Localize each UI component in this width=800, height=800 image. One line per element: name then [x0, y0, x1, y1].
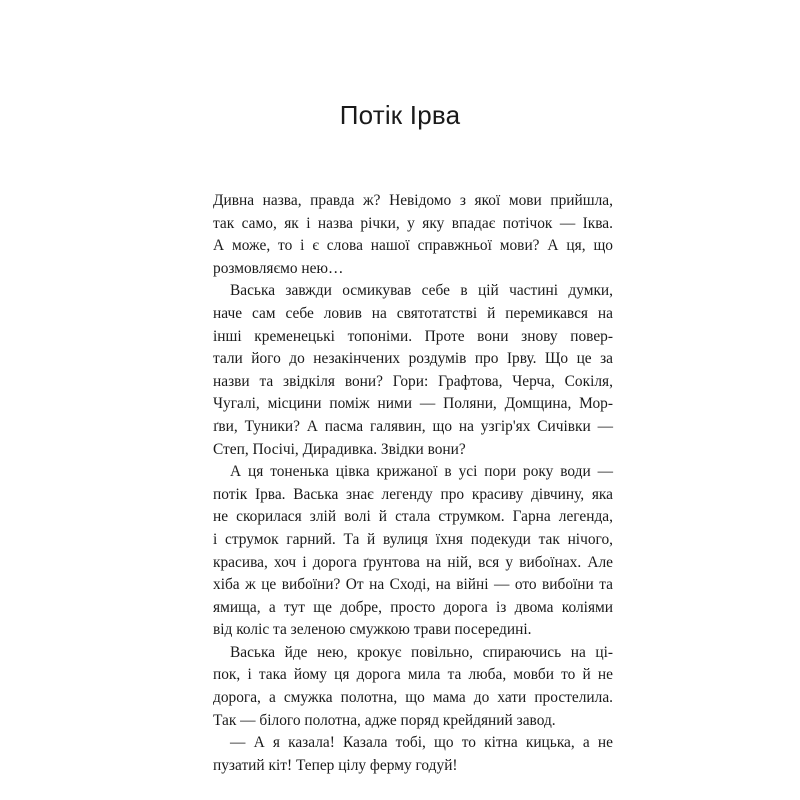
text-line: назви та звідкіля вони? Гори: Графтова, Черча, Сокіля, — [213, 372, 613, 390]
text-line: А ця тоненька цівка крижаної в усі пори року води — — [230, 463, 613, 481]
text-line: розмовляємо нею… — [213, 259, 344, 277]
text-line: Чугалі, місцини поміж ними — Поляни, Домщина, Мор- — [213, 395, 613, 413]
text-line: красива, хоч і дорога ґрунтова на ній, вся у вибоїнах. Але — [213, 553, 613, 571]
text-line: наче сам себе ловив на святотатстві й перемикався на — [213, 304, 613, 322]
chapter-title: Потік Ірва — [339, 100, 461, 130]
text-line: Так — білого полотна, адже поряд крейдяний завод. — [213, 711, 556, 729]
text-line: А може, то і є слова нашої справжньої мови? А ця, що — [213, 237, 613, 255]
text-line: не скорилася злій волі й стала струмком. Гарна легенда, — [213, 508, 613, 526]
text-line: потік Ірва. Васька знає легенду про красиву дівчину, яка — [213, 485, 613, 503]
text-line: ґви, Туники? А пасма галявин, що на узгір'ях Сичівки — — [213, 417, 613, 435]
text-line: пок, і така йому ця дорога мила та люба, мовби то й не — [213, 666, 613, 684]
text-line: Степ, Посічі, Дирадивка. Звідки вони? — [213, 440, 466, 458]
text-line: від коліс та зеленою смужкою трави посередині. — [213, 621, 532, 639]
text-line: Васька йде нею, крокує повільно, спираючись на ці- — [230, 643, 613, 661]
text-line: хіба ж це вибоїни? От на Сході, на війні — ото вибоїни та — [213, 576, 613, 594]
text-line: так само, як і назва річки, у яку впадає потічок — Іква. — [213, 214, 613, 232]
text-line: — А я казала! Казала тобі, що то кітна кицька, а не — [230, 734, 613, 752]
text-line: ямища, а тут ще добре, просто дорога із двома коліями — [213, 598, 613, 616]
text-line: інші кременецькі топоніми. Проте вони знову повер- — [213, 327, 613, 345]
text-line: і струмок гарний. Та й вулиця їхня подекуди так нічого, — [213, 530, 613, 548]
body-text — [213, 190, 613, 777]
text-line: пузатий кіт! Тепер цілу ферму годуй! — [213, 756, 458, 774]
text-line: Васька завжди осмикував себе в цій частині думки, — [230, 282, 613, 300]
text-line: Дивна назва, правда ж? Невідомо з якої мови прийшла, — [213, 192, 613, 209]
text-line: дорога, а смужка полотна, що мама до хати простелила. — [213, 689, 613, 707]
text-line: тали його до незакінчених роздумів про Ірву. Що це за — [213, 350, 613, 368]
